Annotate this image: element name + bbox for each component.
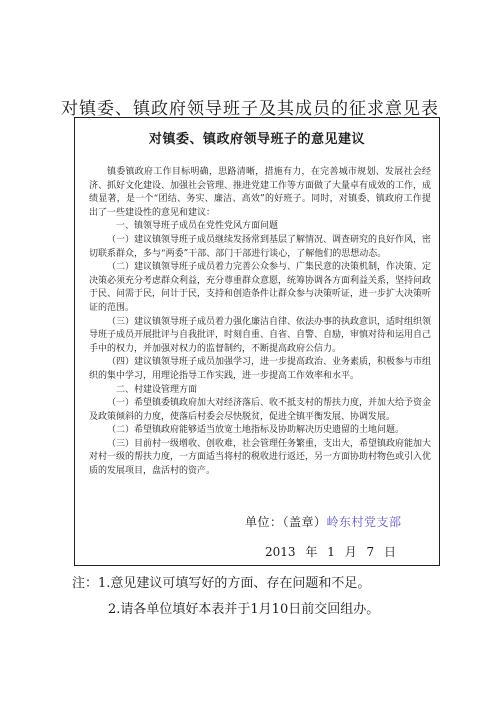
date-year: 2013 xyxy=(265,545,296,559)
opinion-item: （一）建议镇领导班子成员继续发扬常到基层了解情况、调查研究的良好作风，密切联系群众，多与“两委”干部、部门干部进行谈心，了解他们的思想动态。 xyxy=(89,234,432,259)
signature-line xyxy=(245,513,402,530)
note-2: 2.请各单位填好本表并于1月10日前交回组办。 xyxy=(108,602,380,617)
notes xyxy=(72,571,492,623)
opinion-item: （二）希望镇政府能够适当放宽土地指标及协助解决历史遗留的土地问题。 xyxy=(107,425,405,436)
opinion-body xyxy=(89,166,431,479)
unit-name: 岭东村党支部 xyxy=(326,515,402,529)
date-day: 7 xyxy=(366,545,375,559)
date-day-unit: 日 xyxy=(384,545,397,559)
section-heading-party: 一、镇领导班子成员在党性党风方面问题 xyxy=(116,221,279,232)
date-line xyxy=(265,543,396,560)
date-month: 1 xyxy=(327,545,335,559)
opinion-item: （三）建议镇领导班子成员着力强化廉洁自律、依法办事的执政意识，适时组织领导班子成员开展批评与自我批评，时刻自重、自省、自警、自励，审慎对待和运用自己手中的权力，并加强对权力的监督制约，不断提高政府公信力。 xyxy=(89,316,432,354)
note-1: 注：1.意见建议可填写好的方面、存在问题和不足。 xyxy=(72,576,371,591)
opinion-item: （一）希望镇委镇政府加大对经济落后、收不抵支村的帮扶力度，并加大给予资金及政策倾斜的力度，使落后村委会尽快脱贫，促进全镇平衡发展、协调发展。 xyxy=(89,398,432,422)
opinion-item: （二）建议镇领导班子成员着力完善公众参与、广集民意的决策机制，作决策、定决策必须充分考虑群众利益，充分尊重群众意愿，统筹协调各方面利益关系，坚持问政于民、问需于民，问计于民，支持和创造条件让群众参与决策听证，进一步扩大决策听证的范围。 xyxy=(89,262,432,313)
form-box-title: 对镇委、镇政府领导班子的意见建议 xyxy=(148,132,365,147)
section-heading-village: 二、村建设管理方面 xyxy=(116,384,198,395)
opinion-item: （四）建议镇领导班子成员加强学习，进一步提高政治、业务素质，积极参与市组织的集中学习，用理论指导工作实践，进一步提高工作效率和水平。 xyxy=(89,357,432,381)
intro-paragraph: 镇委镇政府工作目标明确，思路清晰，措施有力，在完善城市规划、发展社会经济、抓好文化建设、加强社会管理、推进党建工作等方面做了大量卓有成效的工作，成绩显著，是一个“团结、务实、廉洁、高效”的好班子。同时，对镇委、镇政府工作提出了一些建设性的意见和建议： xyxy=(89,167,432,218)
page-title: 对镇委、镇政府领导班子及其成员的征求意见表 xyxy=(61,99,439,119)
opinion-form-box xyxy=(74,117,440,566)
date-month-unit: 月 xyxy=(344,545,357,559)
signature-label: 单位：（盖章） xyxy=(245,515,327,529)
opinion-item: （三）目前村一级增收、创收难，社会管理任务繁重，支出大，希望镇政府能加大对村一级的帮扶力度，一方面适当将村的税收进行返还，另一方面协助村物色或引入优质的发展项目，盘活村的资产。 xyxy=(89,438,432,477)
date-year-unit: 年 xyxy=(305,545,318,559)
